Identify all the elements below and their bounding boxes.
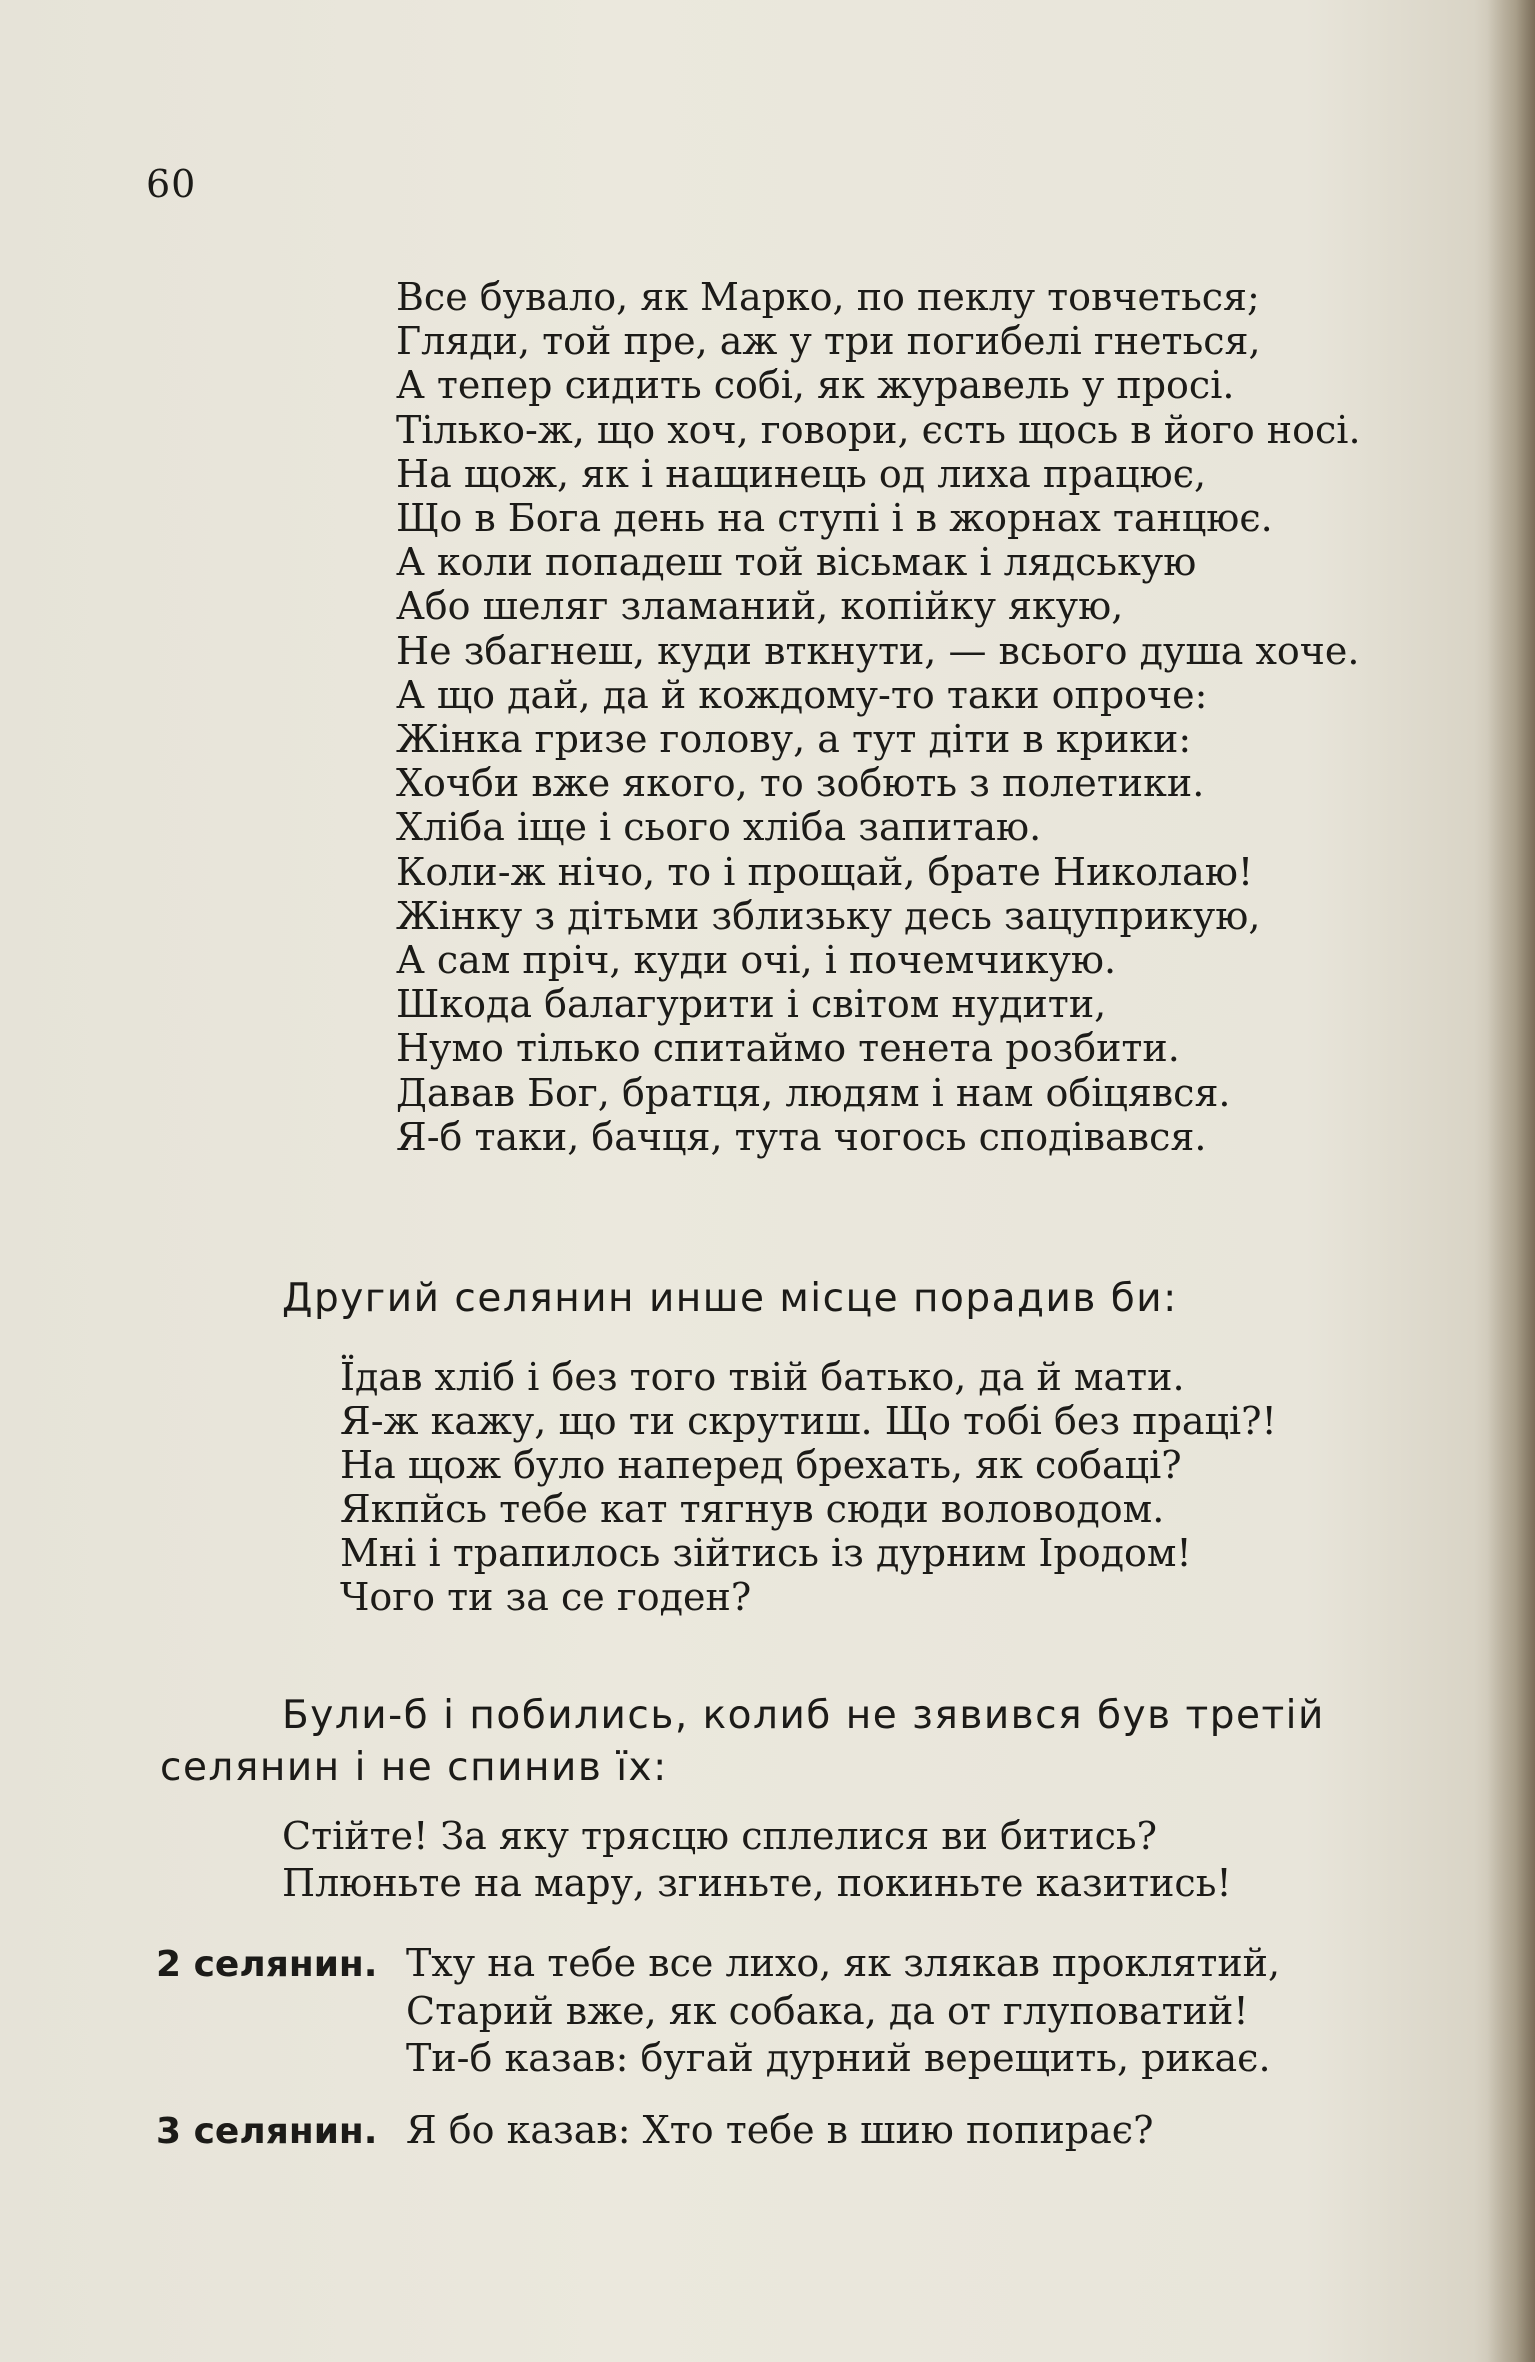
verse-line: А коли попадеш той вісьмак і лядськую bbox=[396, 540, 1197, 585]
verse-line: Жінку з дітьми зблизьку десь зацуприкую, bbox=[396, 893, 1261, 938]
verse-line: Давав Бог, братця, людям і нам обіцявся. bbox=[396, 1070, 1231, 1115]
verse-line: Жінка гризе голову, а тут діти в крики: bbox=[396, 717, 1192, 762]
stage-direction-1: Другий селянин инше місце порадив би: bbox=[282, 1276, 1178, 1321]
verse-line: Чого ти за се годен? bbox=[340, 1575, 752, 1619]
verse-line: Їдав хліб і без того твій батько, да й мати. bbox=[340, 1355, 1185, 1399]
page-number: 60 bbox=[146, 162, 197, 206]
verse-line: Якпйсь тебе кат тягнув сюди воловодом. bbox=[340, 1487, 1165, 1531]
verse-block-1 bbox=[396, 275, 1361, 1159]
verse-line: Нумо тілько спитаймо тенета розбити. bbox=[396, 1026, 1180, 1071]
speech-3-selianyn bbox=[156, 2107, 1153, 2155]
verse-line: Або шеляг зламаний, копійку якую, bbox=[396, 584, 1124, 629]
speech-line: Ти-б казав: бугай дурний верещить, рикає. bbox=[406, 2036, 1271, 2080]
speech-line: Я бо казав: Хто тебе в шию попирає? bbox=[406, 2108, 1154, 2152]
verse-block-2 bbox=[340, 1355, 1277, 1619]
speech-2-selianyn bbox=[156, 1940, 1280, 2082]
stage-direction-2 bbox=[160, 1690, 1325, 1794]
verse-block-3 bbox=[282, 1813, 1232, 1907]
verse-line: Що в Бога день на ступі і в жорнах танцює. bbox=[396, 496, 1273, 541]
verse-line: Мні і трапилось зійтись із дурним Іродом! bbox=[340, 1531, 1192, 1575]
verse-line: Хліба іще і сього хліба запитаю. bbox=[396, 805, 1042, 850]
speech-line: Старий вже, як собака, да от глуповатий! bbox=[406, 1989, 1249, 2033]
verse-line: А що дай, да й кождому-то таки опроче: bbox=[396, 672, 1208, 717]
verse-line: Я-б таки, бачця, тута чогось сподівався. bbox=[396, 1114, 1207, 1159]
stage-direction-line: селянин і не спинив їх: bbox=[160, 1745, 668, 1790]
verse-line: Шкода балагурити і світом нудити, bbox=[396, 982, 1107, 1027]
verse-line: Тілько-ж, що хоч, говори, єсть щось в його носі. bbox=[396, 407, 1361, 452]
speaker-name: 3 селянин. bbox=[156, 2111, 378, 2152]
verse-line: На щож було наперед брехать, як собаці? bbox=[340, 1443, 1182, 1487]
verse-line: Коли-ж нічо, то і прощай, брате Николаю! bbox=[396, 849, 1254, 894]
verse-line: Хочби вже якого, то зобють з полетики. bbox=[396, 761, 1205, 806]
stage-direction-line: Були-б і побились, колиб не зявився був третій bbox=[282, 1693, 1325, 1738]
verse-line: На щож, як і нащинець од лиха працює, bbox=[396, 451, 1207, 496]
verse-line: Не збагнеш, куди вткнути, — всього душа хоче. bbox=[396, 628, 1360, 673]
page-edge-shadow bbox=[1487, 0, 1535, 2362]
speaker-name: 2 селянин. bbox=[156, 1944, 378, 1985]
verse-line: Все бувало, як Марко, по пеклу товчеться; bbox=[396, 275, 1260, 319]
speech-line: Тху на тебе все лихо, як злякав проклятий, bbox=[406, 1941, 1281, 1985]
verse-line: А тепер сидить собі, як журавель у просі. bbox=[396, 363, 1235, 408]
verse-line: Плюньте на мару, згиньте, покиньте казитись! bbox=[282, 1861, 1232, 1905]
verse-line: А сам пріч, куди очі, і почемчикую. bbox=[396, 938, 1117, 983]
verse-line: Гляди, той пре, аж у три погибелі гнеться, bbox=[396, 319, 1261, 364]
verse-line: Я-ж кажу, що ти скрутиш. Що тобі без праці?! bbox=[340, 1399, 1277, 1443]
verse-line: Стійте! За яку трясцю сплелися ви битись? bbox=[282, 1814, 1157, 1858]
